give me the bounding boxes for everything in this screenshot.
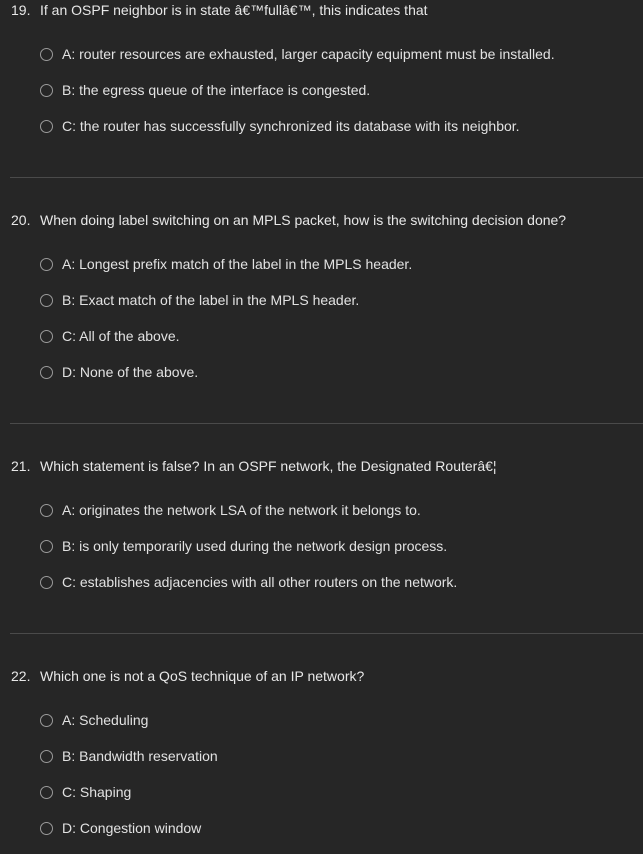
radio-button[interactable] (40, 576, 53, 589)
radio-button[interactable] (40, 540, 53, 553)
radio-button[interactable] (40, 366, 53, 379)
answer-option-c[interactable] (40, 573, 457, 591)
question-prompt: If an OSPF neighbor is in state â€™fullâ€™, this indicates that (40, 2, 428, 18)
radio-button[interactable] (40, 786, 53, 799)
answer-option-a[interactable] (40, 255, 412, 273)
option-label: C: the router has successfully synchronized its database with its neighbor. (62, 118, 520, 134)
question-divider (10, 633, 643, 634)
radio-button[interactable] (40, 120, 53, 133)
option-label: C: Shaping (62, 784, 132, 800)
question-number: 19. (11, 2, 31, 18)
option-label: D: None of the above. (62, 364, 199, 380)
answer-option-a[interactable] (40, 711, 148, 729)
answer-option-c[interactable] (40, 783, 131, 801)
option-label: A: originates the network LSA of the network it belongs to. (62, 502, 421, 518)
radio-button[interactable] (40, 714, 53, 727)
question-divider (10, 423, 643, 424)
option-label: A: Scheduling (62, 712, 149, 728)
option-label: B: the egress queue of the interface is congested. (62, 82, 371, 98)
option-label: B: Bandwidth reservation (62, 748, 218, 764)
radio-button[interactable] (40, 330, 53, 343)
radio-button[interactable] (40, 258, 53, 271)
answer-option-d[interactable] (40, 819, 201, 837)
option-label: D: Congestion window (62, 820, 202, 836)
question-text (11, 211, 566, 229)
question-number: 20. (11, 212, 31, 228)
option-label: A: router resources are exhausted, larger capacity equipment must be installed. (62, 46, 555, 62)
question-prompt: Which statement is false? In an OSPF network, the Designated Routerâ€¦ (40, 458, 497, 474)
answer-option-b[interactable] (40, 81, 370, 99)
answer-option-a[interactable] (40, 501, 421, 519)
question-divider (10, 177, 643, 178)
question-text (11, 457, 497, 475)
radio-button[interactable] (40, 822, 53, 835)
radio-button[interactable] (40, 84, 53, 97)
answer-option-a[interactable] (40, 45, 555, 63)
option-label: B: Exact match of the label in the MPLS header. (62, 292, 360, 308)
option-label: A: Longest prefix match of the label in the MPLS header. (62, 256, 413, 272)
radio-button[interactable] (40, 504, 53, 517)
answer-option-c[interactable] (40, 327, 180, 345)
option-label: B: is only temporarily used during the network design process. (62, 538, 448, 554)
answer-option-b[interactable] (40, 291, 359, 309)
radio-button[interactable] (40, 294, 53, 307)
answer-option-c[interactable] (40, 117, 520, 135)
question-prompt: Which one is not a QoS technique of an IP network? (40, 668, 365, 684)
answer-option-b[interactable] (40, 537, 447, 555)
option-label: C: All of the above. (62, 328, 180, 344)
radio-button[interactable] (40, 750, 53, 763)
question-prompt: When doing label switching on an MPLS packet, how is the switching decision done? (40, 212, 567, 228)
option-label: C: establishes adjacencies with all other routers on the network. (62, 574, 458, 590)
radio-button[interactable] (40, 48, 53, 61)
question-number: 21. (11, 458, 31, 474)
question-text (11, 667, 364, 685)
question-number: 22. (11, 668, 31, 684)
question-text (11, 1, 428, 19)
answer-option-d[interactable] (40, 363, 198, 381)
answer-option-b[interactable] (40, 747, 218, 765)
